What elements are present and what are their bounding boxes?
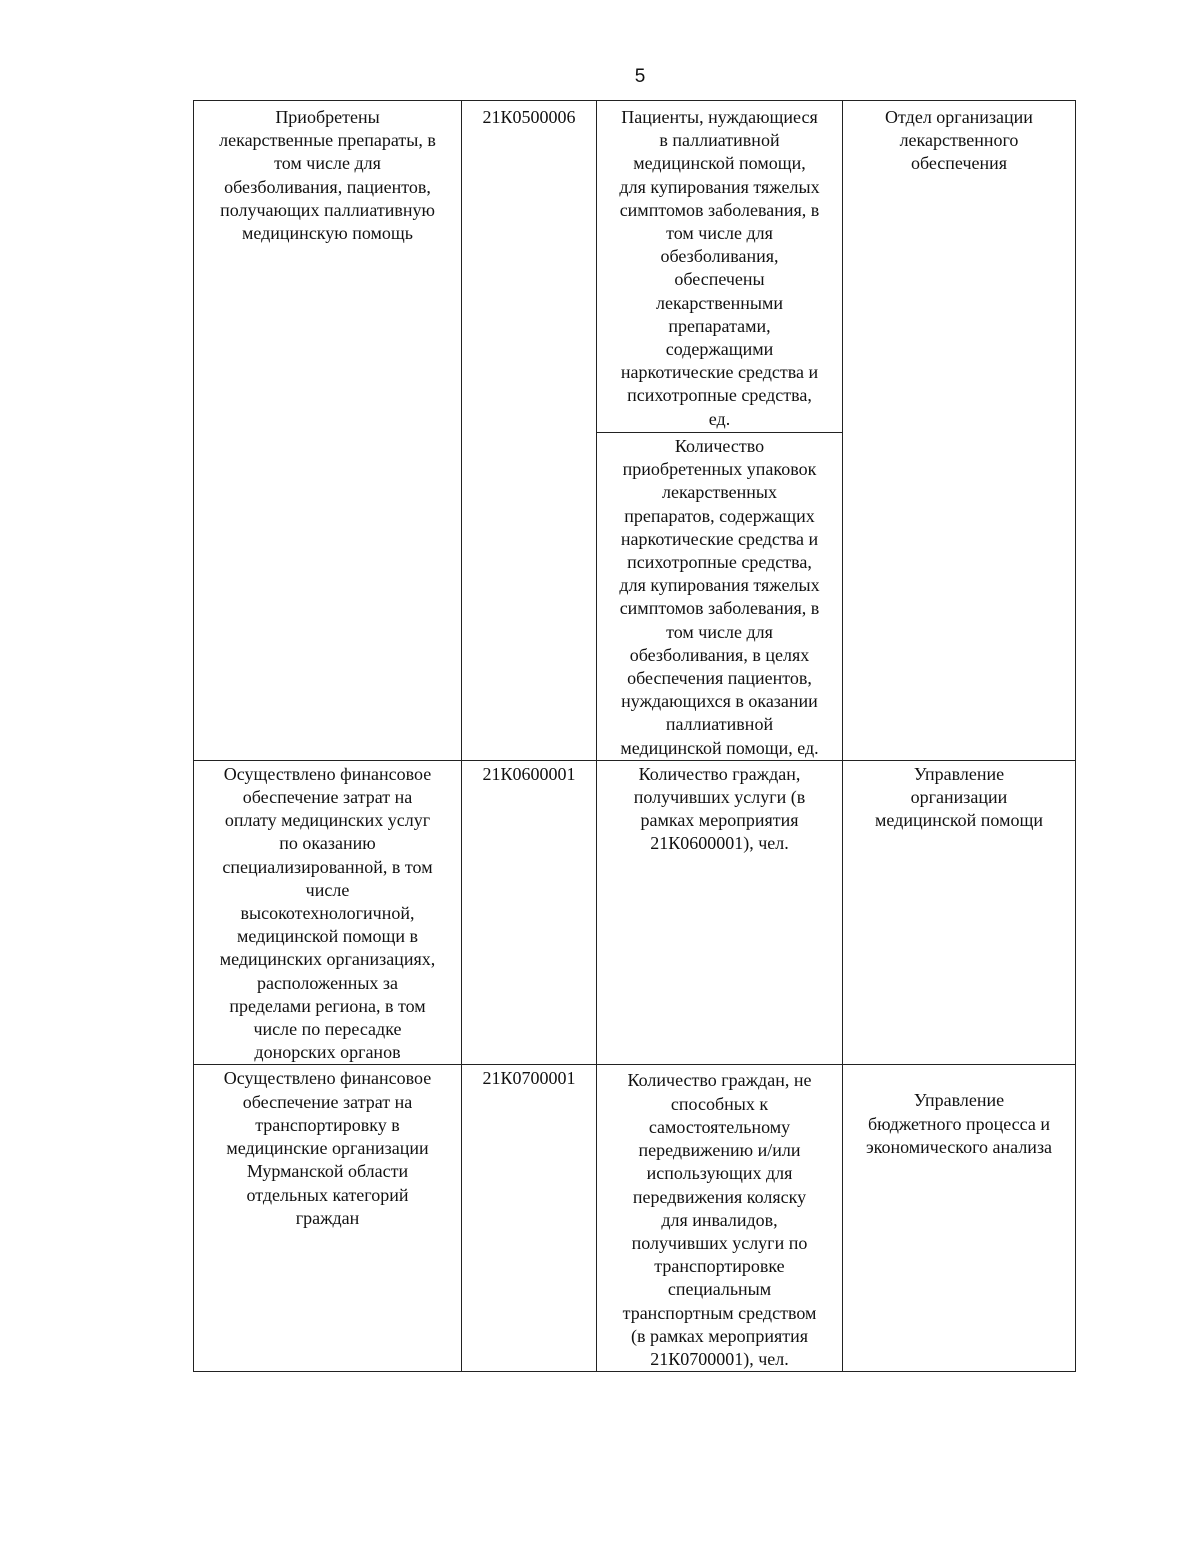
department-text: Отдел организации лекарственного обеспечения — [885, 107, 1033, 174]
page-number: 5 — [634, 66, 646, 87]
result-text: Осуществлено финансовое обеспечение затрат на оплату медицинских услуг по оказанию специализированной, в том числе высокотехнологичной, медицинской помощи в медицинских организациях, расположенных за пределами региона, в том числе по пересадке донорских органов — [219, 763, 436, 1063]
indicator-text: Количество граждан, не способных к самостоятельному передвижению и/или использующих для передвижения коляску для инвалидов, получивших услуги по транспортировке специальным транспортным средством (в рамках мероприятия 21К0700001), чел. — [622, 1070, 817, 1369]
indicator-cell — [597, 1065, 843, 1372]
indicator-text: Пациенты, нуждающиеся в паллиативной медицинской помощи, для купирования тяжелых симптомов заболевания, в том числе для обезболивания, обеспечены лекарственными препаратами, содержащими наркотические средства и психотропные средства, ед. — [619, 107, 820, 429]
code-cell — [462, 1065, 597, 1372]
department-cell — [843, 1065, 1076, 1372]
department-cell — [843, 760, 1076, 1065]
result-text: Приобретены лекарственные препараты, в том числе для обезболивания, пациентов, получающих паллиативную медицинскую помощь — [219, 107, 436, 244]
indicator-cell — [597, 760, 843, 1065]
result-cell — [194, 1065, 462, 1372]
result-text: Осуществлено финансовое обеспечение затрат на транспортировку в медицинские организации Мурманской области отдельных категорий граждан — [223, 1068, 432, 1228]
indicator-cell — [597, 433, 843, 761]
table-row — [194, 1065, 1076, 1372]
event-code: 21К0600001 — [482, 763, 576, 784]
department-text: Управление бюджетного процесса и экономического анализа — [865, 1090, 1053, 1157]
indicator-text: Количество приобретенных упаковок лекарственных препаратов, содержащих наркотические средства и психотропные средства, для купирования тяжелых симптомов заболевания, в том числе для обезболивания, в целях обеспечения пациентов, нуждающихся в оказании паллиативной медицинской помощи, ед. — [619, 436, 820, 758]
table-row — [194, 101, 1076, 433]
event-code: 21К0700001 — [482, 1068, 576, 1089]
result-cell — [194, 760, 462, 1065]
code-cell — [462, 760, 597, 1065]
indicator-text: Количество граждан, получивших услуги (в рамках мероприятия 21К0600001), чел. — [633, 763, 806, 854]
table-row — [194, 760, 1076, 1065]
event-code: 21К0500006 — [482, 107, 576, 127]
result-cell — [194, 101, 462, 761]
department-cell — [843, 101, 1076, 761]
department-text: Управление организации медицинской помощи — [875, 763, 1043, 831]
code-cell — [462, 101, 597, 761]
document-table — [193, 100, 1076, 1372]
indicator-cell — [597, 101, 843, 433]
